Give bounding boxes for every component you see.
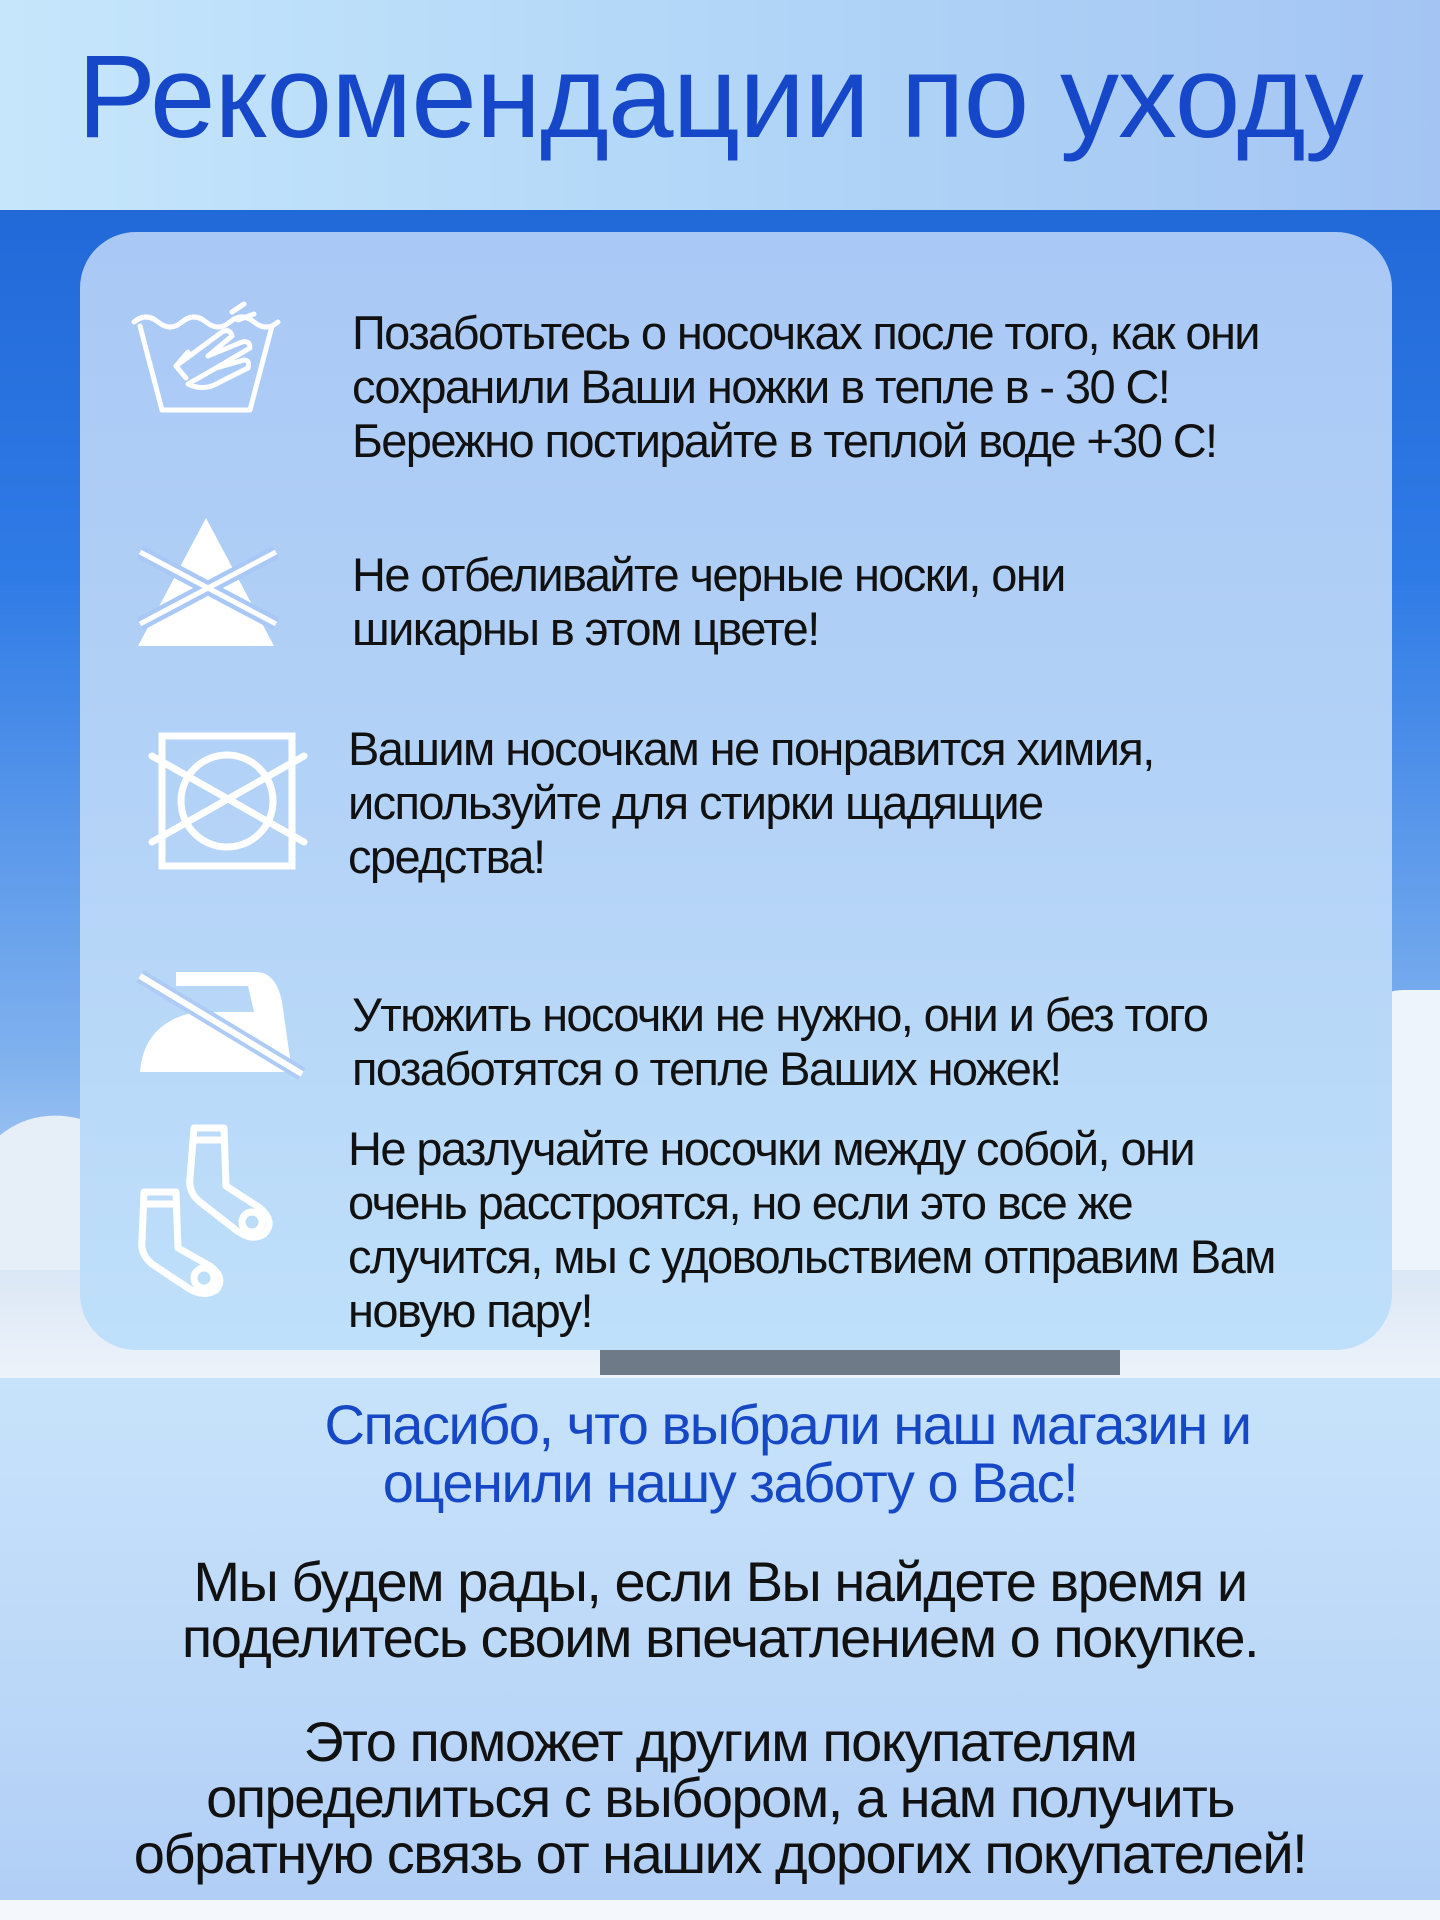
care-item-text: Не отбеливайте черные носки, они шикарны в этом цвете! <box>352 548 1065 655</box>
no-bleach-icon <box>130 512 290 657</box>
thanks-message: Спасибо, что выбрали наш магазин и оценили нашу заботу о Вас! <box>324 1393 1251 1514</box>
feedback-note: Это поможет другим покупателям определиться с выбором, а нам получить обратную связь от наших дорогих покупателей! <box>133 1710 1307 1885</box>
no-dry-clean-icon <box>148 728 308 883</box>
care-instructions-card <box>80 232 1392 1350</box>
no-iron-icon <box>136 962 306 1087</box>
care-item-text: Позаботьтесь о носочках после того, как они сохранили Ваши ножки в тепле в - 30 С! Бережно постирайте в теплой воде +30 С! <box>352 306 1259 467</box>
care-item-text: Не разлучайте носочки между собой, они очень расстроятся, но если это все же случится, мы с удовольствием отправим Вам новую пару! <box>348 1122 1275 1337</box>
care-item-text: Вашим носочкам не понравится химия, используйте для стирки щадящие средства! <box>348 722 1154 883</box>
title-band <box>0 0 1440 210</box>
page-title: Рекомендации по уходу <box>77 31 1363 163</box>
socks-pair-icon <box>130 1122 290 1307</box>
snow-strip <box>0 1900 1440 1920</box>
care-item-text: Утюжить носочки не нужно, они и без того позаботятся о тепле Ваших ножек! <box>352 988 1208 1095</box>
review-request: Мы будем рады, если Вы найдете время и поделитесь своим впечатлением о покупке. <box>181 1550 1259 1669</box>
hand-wash-icon <box>126 282 286 427</box>
